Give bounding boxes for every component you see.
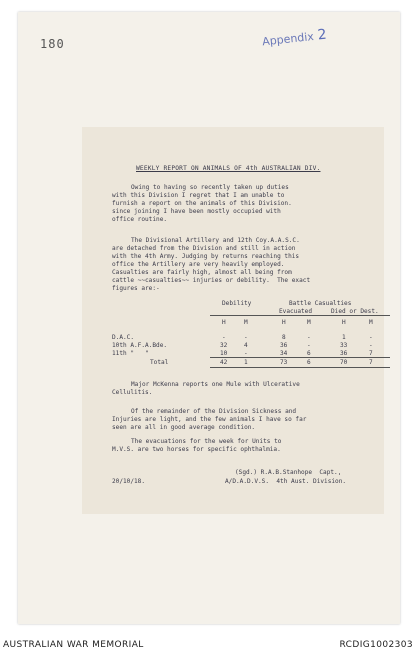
signature: (Sgd.) R.A.B.Stanhope Capt., [235, 469, 342, 476]
total-val4: 6 [307, 359, 311, 366]
para4-line2: Injuries are light, and the few animals I have so far [112, 416, 307, 423]
table-header-debility: Debility [222, 300, 252, 307]
para1-line3: furnish a report on the animals of this Division. [112, 200, 292, 207]
para4-line1: Of the remainder of the Division Sickness and [131, 408, 297, 415]
row2-label: 10th A.F.A.Bde. [112, 342, 168, 349]
total-val1: 42 [220, 359, 228, 366]
row2-val3: 36 [280, 342, 288, 349]
para2-line3: with the 4th Army. Judging by returns reaching this [112, 253, 300, 260]
row1-val2: - [244, 334, 248, 341]
report-date: 20/10/18. [112, 478, 146, 485]
para3-line2: Cellulitis. [112, 389, 153, 396]
page-number: 180 [40, 37, 65, 51]
appendix-label: Appendix [261, 30, 315, 49]
total-val6: 7 [369, 359, 373, 366]
row2-val6: - [369, 342, 373, 349]
para2-line2: are detached from the Division and still in action [112, 245, 296, 252]
row3-val5: 36 [340, 350, 348, 357]
total-val5: 70 [340, 359, 348, 366]
subheader-h2: H [282, 319, 286, 326]
report-title: WEEKLY REPORT ON ANIMALS OF 4th AUSTRALIAN DIV. [136, 165, 321, 172]
row2-val4: - [307, 342, 311, 349]
subheader-m2: M [307, 319, 311, 326]
table-header-battle: Battle Casualties [289, 300, 352, 307]
para2-line6: cattle ~~casualties~~ injuries or debility. The exact [112, 277, 311, 284]
appendix-number: 2 [316, 26, 328, 44]
subheader-m3: M [369, 319, 373, 326]
total-label: Total [150, 359, 169, 366]
para1-line5: office routine. [112, 216, 168, 223]
row3-label: 11th " " [112, 350, 149, 357]
para1-line2: with this Division I regret that I am unable to [112, 192, 285, 199]
row3-val1: 10 [220, 350, 228, 357]
para2-line5: Casualties are fairly high, almost all being from [112, 269, 292, 276]
row3-val4: 6 [307, 350, 311, 357]
subheader-h1: H [222, 319, 226, 326]
row1-val6: - [369, 334, 373, 341]
para1-line1: Owing to having so recently taken up duties [131, 184, 289, 191]
row3-val6: 7 [369, 350, 373, 357]
para5-line1: The evacuations for the week for Units to [131, 438, 282, 445]
row1-val1: - [222, 334, 226, 341]
row2-val2: 4 [244, 342, 248, 349]
row1-val3: 8 [282, 334, 286, 341]
subheader-h3: H [342, 319, 346, 326]
table-total-rule [210, 357, 390, 358]
table-header-rule [210, 315, 390, 316]
row2-val5: 33 [340, 342, 348, 349]
para2-line1: The Divisional Artillery and 12th Coy.A.A.S.C. [131, 237, 300, 244]
table-header-died: Died or Dest. [331, 308, 379, 315]
row3-val2: - [244, 350, 248, 357]
para5-line2: M.V.S. are two horses for specific ophthalmia. [112, 446, 281, 453]
para3-line1: Major McKenna reports one Mule with Ulcerative [131, 381, 300, 388]
para2-line4: office the Artillery are very heavily employed. [112, 261, 285, 268]
row2-val1: 32 [220, 342, 228, 349]
para4-line3: seen are all in good average condition. [112, 424, 256, 431]
para2-line7: figures are:- [112, 285, 160, 292]
row3-val3: 34 [280, 350, 288, 357]
footer-source: AUSTRALIAN WAR MEMORIAL [3, 640, 144, 650]
subheader-m1: M [244, 319, 248, 326]
table-bottom-rule [210, 367, 390, 368]
row1-val5: 1 [342, 334, 346, 341]
para1-line4: since joining I have been mostly occupied with [112, 208, 281, 215]
row1-val4: - [307, 334, 311, 341]
total-val3: 73 [280, 359, 288, 366]
row1-label: D.A.C. [112, 334, 135, 341]
total-val2: 1 [244, 359, 248, 366]
signature-role: A/D.A.D.V.S. 4th Aust. Division. [225, 478, 347, 485]
table-header-evacuated: Evacuated [279, 308, 313, 315]
footer-id: RCDIG1002303 [339, 640, 413, 650]
